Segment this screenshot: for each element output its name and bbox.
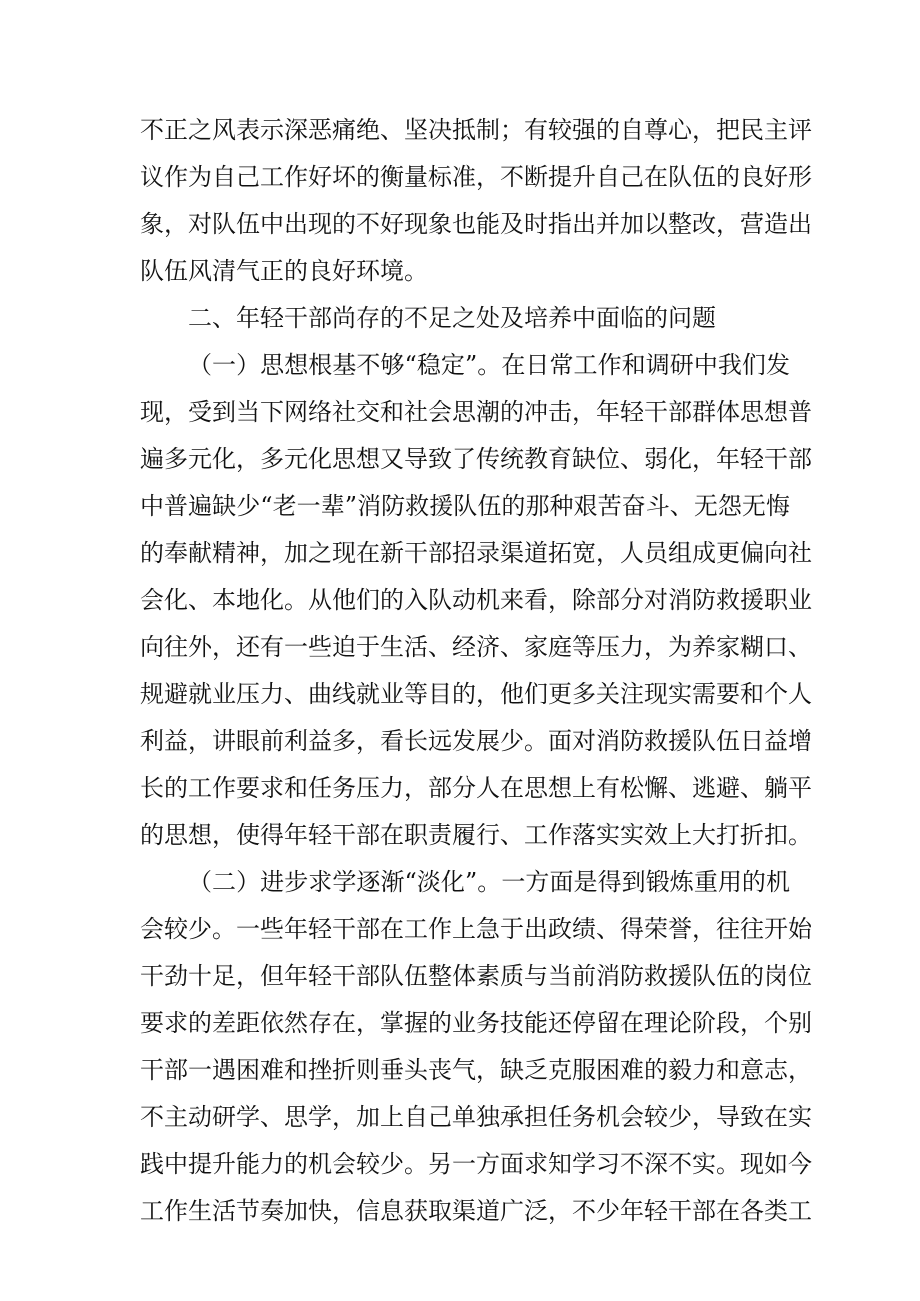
paragraph-line: 利益，讲眼前利益多，看长远发展少。面对消防救援队伍日益增 [140,727,812,755]
subsection-heading-line: （一）思想根基不够“稳定”。在日常工作和调研中我们发 [188,351,790,379]
paragraph-line: 不主动研学、思学，加上自己单独承担任务机会较少，导致在实 [140,1103,812,1131]
paragraph-line: 要求的差距依然存在，掌握的业务技能还停留在理论阶段，个别 [140,1009,812,1037]
subsection-heading-line: （二）进步求学逐渐“淡化”。一方面是得到锻炼重用的机 [188,868,790,896]
paragraph-line: 现，受到当下网络社交和社会思潮的冲击，年轻干部群体思想普 [140,398,812,426]
paragraph-line: 会化、本地化。从他们的入队动机来看，除部分对消防救援职业 [140,586,812,614]
paragraph-line: 象，对队伍中出现的不好现象也能及时指出并加以整改，营造出 [140,210,812,238]
paragraph-line: 中普遍缺少“老一辈”消防救援队伍的那种艰苦奋斗、无怨无悔 [140,492,790,520]
paragraph-line: 长的工作要求和任务压力，部分人在思想上有松懈、逃避、躺平 [140,774,812,802]
section-heading: 二、年轻干部尚存的不足之处及培养中面临的问题 [188,304,716,332]
paragraph-line: 规避就业压力、曲线就业等目的，他们更多关注现实需要和个人 [140,680,812,708]
paragraph-line: 遍多元化，多元化思想又导致了传统教育缺位、弱化，年轻干部 [140,445,812,473]
paragraph-line: 践中提升能力的机会较少。另一方面求知学习不深不实。现如今 [140,1150,812,1178]
paragraph-line: 会较少。一些年轻干部在工作上急于出政绩、得荣誉，往往开始 [140,915,812,943]
paragraph-line: 干部一遇困难和挫折则垂头丧气，缺乏克服困难的毅力和意志， [140,1056,812,1084]
paragraph-line: 向往外，还有一些迫于生活、经济、家庭等压力，为养家糊口、 [140,633,812,661]
paragraph-line: 的奉献精神，加之现在新干部招录渠道拓宽，人员组成更偏向社 [140,539,812,567]
paragraph-line: 议作为自己工作好坏的衡量标准，不断提升自己在队伍的良好形 [140,163,812,191]
paragraph-line: 不正之风表示深恶痛绝、坚决抵制；有较强的自尊心，把民主评 [140,116,812,144]
paragraph-line: 的思想，使得年轻干部在职责履行、工作落实实效上大打折扣。 [140,821,812,849]
paragraph-line: 工作生活节奏加快，信息获取渠道广泛，不少年轻干部在各类工 [140,1197,812,1225]
paragraph-line: 队伍风清气正的良好环境。 [140,257,428,285]
paragraph-line: 干劲十足，但年轻干部队伍整体素质与当前消防救援队伍的岗位 [140,962,812,990]
